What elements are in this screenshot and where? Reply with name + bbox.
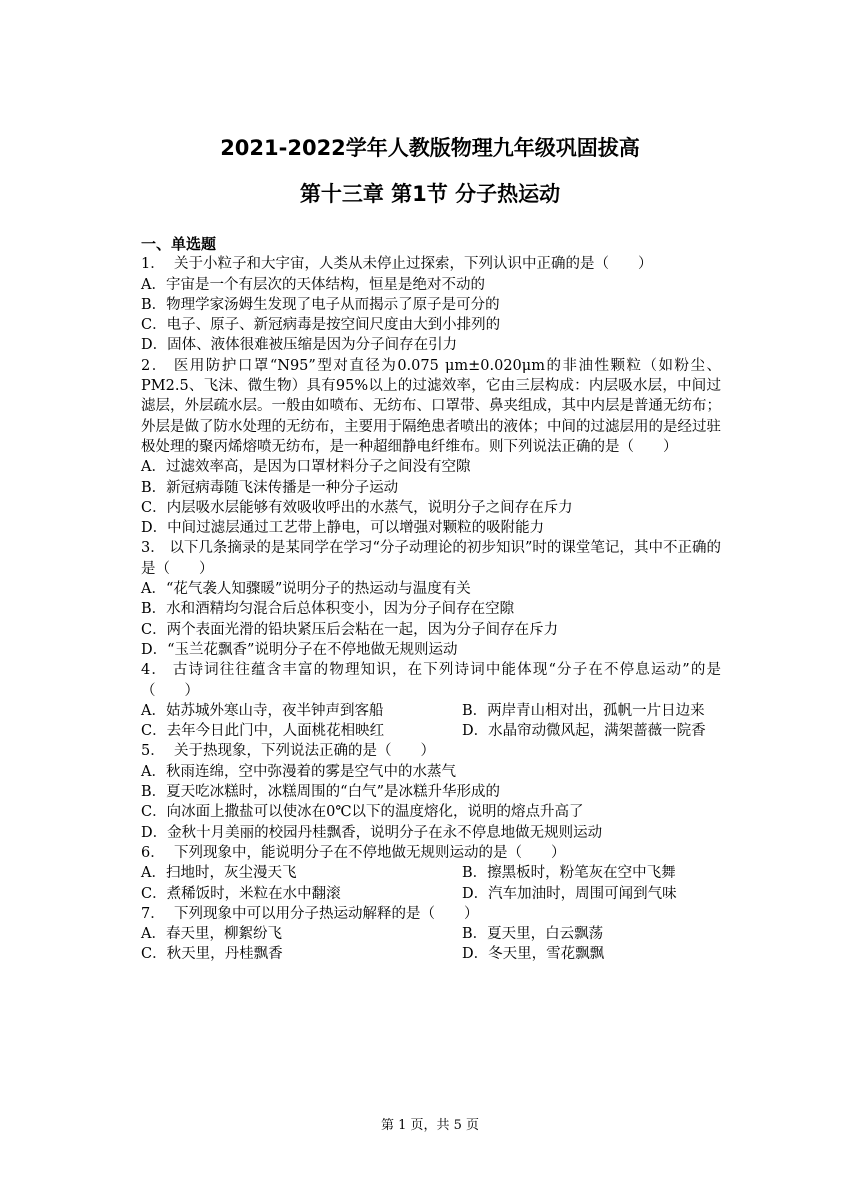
option-7-a: A．春天里，柳絮纷飞 <box>141 926 282 943</box>
section-heading: 一、单选题 <box>141 235 217 253</box>
option-1-b: B．物理学家汤姆生发现了电子从而揭示了原子是可分的 <box>141 296 500 313</box>
option-2-b: B．新冠病毒随飞沫传播是一种分子运动 <box>141 479 399 496</box>
option-7-c: C．秋天里，丹桂飘香 <box>141 946 283 963</box>
option-1-a: A．宇宙是一个有层次的天体结构，恒星是绝对不动的 <box>141 276 485 293</box>
question-stem-2: 2． 医用防护口罩“N95”型对直径为0.075 μm±0.020μm的非油性颗粒（如粉尘、PM2.5、飞沫、微生物）具有95%以上的过滤效率，它由三层构成：内层吸水层，中间过滤层，外层疏水层。一般由如喷布、无纺布、口罩带、鼻夹组成，其中内层是普通无纺布；外层是做了防水处理的无纺布，主要用于隔绝患者喷出的液体；中间的过滤层用的是经过驻极处理的聚丙烯熔喷无纺布，是一种超细静电纤维布。则下列说法正确的是（ ） <box>141 357 721 455</box>
option-4-a: A．姑苏城外寒山寺，夜半钟声到客船 <box>141 702 384 719</box>
question-stem-5: 5． 关于热现象，下列说法正确的是（ ） <box>141 743 435 760</box>
question-list <box>141 234 721 965</box>
question-stem-1: 1． 关于小粒子和大宇宙，人类从未停止过探索，下列认识中正确的是（ ） <box>141 256 653 273</box>
option-3-d: D．“玉兰花飘香”说明分子在不停地做无规则运动 <box>141 641 458 658</box>
document-title: 2021-2022学年人教版物理九年级巩固拔高 <box>220 136 640 160</box>
option-6-a: A．扫地时，灰尘漫天飞 <box>141 865 297 882</box>
page-footer: 第 1 页，共 5 页 <box>380 1118 480 1133</box>
option-3-c: C．两个表面光滑的铅块紧压后会粘在一起，因为分子间存在斥力 <box>141 621 559 638</box>
option-2-a: A．过滤效率高，是因为口罩材料分子之间没有空隙 <box>141 459 471 476</box>
question-stem-7: 7． 下列现象中可以用分子热运动解释的是（ ） <box>141 905 479 922</box>
chapter-subtitle: 第十三章 第1节 分子热运动 <box>299 182 561 206</box>
option-7-d: D．冬天里，雪花飘飘 <box>462 946 605 963</box>
question-stem-6: 6． 下列现象中，能说明分子在不停地做无规则运动的是（ ） <box>141 844 566 861</box>
option-1-d: D．固体、液体很难被压缩是因为分子间存在引力 <box>141 337 458 354</box>
option-6-d: D．汽车加油时，周围可闻到气味 <box>462 885 677 902</box>
option-3-a: A．“花气袭人知骤暖”说明分子的热运动与温度有关 <box>141 581 471 598</box>
option-5-c: C．向冰面上撒盐可以使冰在0℃以下的温度熔化，说明的熔点升高了 <box>141 804 584 821</box>
option-4-d: D．水晶帘动微风起，满架蔷薇一院香 <box>462 723 706 740</box>
options-grid-4 <box>141 701 721 742</box>
option-1-c: C．电子、原子、新冠病毒是按空间尺度由大到小排列的 <box>141 317 501 334</box>
option-6-c: C．煮稀饭时，米粒在水中翻滚 <box>141 885 341 902</box>
options-grid-7 <box>141 924 721 965</box>
option-5-d: D．金秋十月美丽的校园丹桂飘香，说明分子在永不停息地做无规则运动 <box>141 824 603 841</box>
option-2-c: C．内层吸水层能够有效吸收呼出的水蒸气，说明分子之间存在斥力 <box>141 499 573 516</box>
option-7-b: B．夏天里，白云飘荡 <box>462 926 604 943</box>
option-4-b: B．两岸青山相对出，孤帆一片日边来 <box>462 702 705 719</box>
options-grid-6 <box>141 863 721 904</box>
option-3-b: B．水和酒精均匀混合后总体积变小，因为分子间存在空隙 <box>141 601 515 618</box>
option-6-b: B．擦黑板时，粉笔灰在空中飞舞 <box>462 865 676 882</box>
option-4-c: C．去年今日此门中，人面桃花相映红 <box>141 723 385 740</box>
option-5-a: A．秋雨连绵，空中弥漫着的雾是空气中的水蒸气 <box>141 763 456 780</box>
question-stem-4: 4． 古诗词往往蕴含丰富的物理知识，在下列诗词中能体现“分子在不停息运动”的是（ ） <box>141 662 721 699</box>
option-5-b: B．夏天吃冰糕时，冰糕周围的“白气”是冰糕升华形成的 <box>141 784 500 801</box>
question-stem-3: 3． 以下几条摘录的是某同学在学习“分子动理论的初步知识”时的课堂笔记，其中不正确的是（ ） <box>141 540 721 577</box>
option-2-d: D．中间过滤层通过工艺带上静电，可以增强对颗粒的吸附能力 <box>141 520 545 537</box>
